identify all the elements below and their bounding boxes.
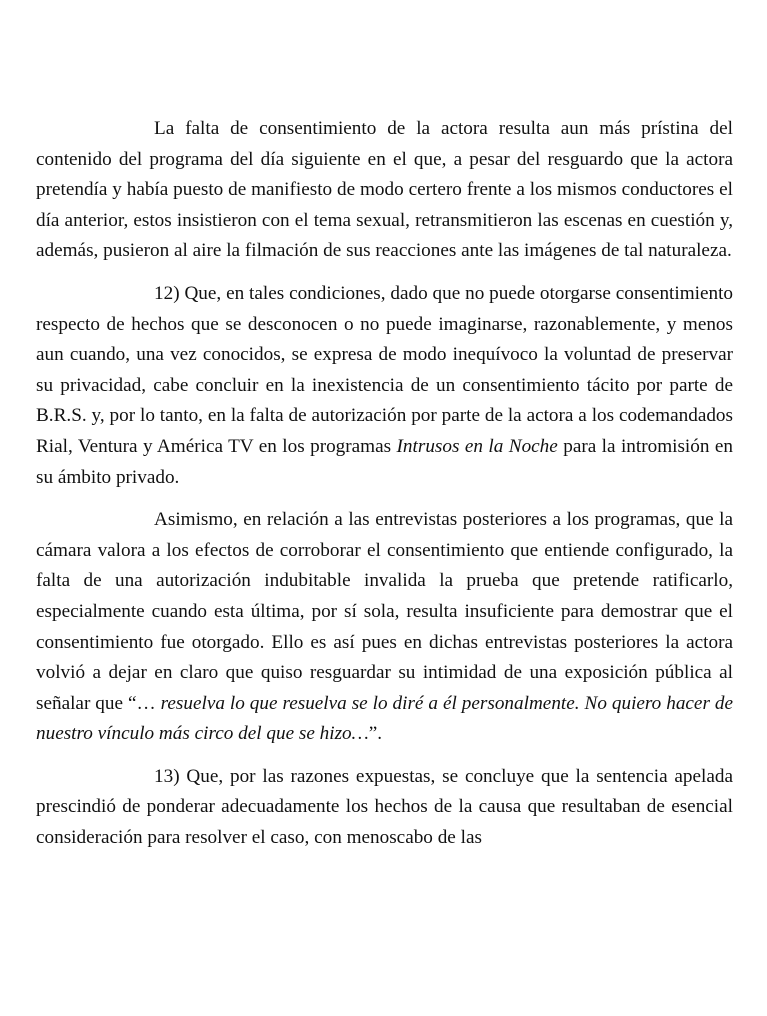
paragraph-interviews bbox=[36, 505, 733, 750]
paragraph-text: 13) Que, por las razones expuestas, se concluye que la sentencia apelada prescindió de ponderar adecuadamente los hechos de la causa que resultaban de esencial consideración para resolver el caso, con menoscabo de las bbox=[36, 765, 733, 849]
paragraph-text: 12) Que, en tales condiciones, dado que no puede otorgarse consentimiento respecto de hechos que se desconocen o no puede imaginarse, razonablemente, y menos aun cuando, una vez conocidos, se expresa de modo inequívoco la voluntad de preservar su privacidad, cabe concluir en la inexistencia de un consentimiento tácito por parte de B.R.S. y, por lo tanto, en la falta de autorización por parte de la actora a los codemandados Rial, Ventura y América TV en los programas bbox=[36, 282, 733, 457]
paragraph-consent-next-day bbox=[36, 114, 733, 267]
document-page bbox=[36, 114, 733, 854]
paragraph-12 bbox=[36, 279, 733, 493]
paragraph-text: Asimismo, en relación a las entrevistas posteriores a los programas, que la cámara valora a los efectos de corroborar el consentimiento que entiende configurado, la falta de una autorización indubitable invalida la prueba que pretende ratificarlo, especialmente cuando esta última, por sí sola, resulta insuficiente para demostrar que el consentimiento fue otorgado. Ello es así pues en dichas entrevistas posteriores la actora volvió a dejar en claro que quiso resguardar su intimidad de una exposición pública al señalar que “… bbox=[36, 509, 733, 714]
program-title: Intrusos en la Noche bbox=[396, 435, 558, 457]
paragraph-text: ”. bbox=[368, 723, 383, 745]
paragraph-text: para la intromisión en su ámbito privado. bbox=[36, 435, 733, 488]
interview-quote: resuelva lo que resuelva se lo diré a él personalmente. No quiero hacer de nuestro vínculo más circo del que se hizo… bbox=[36, 692, 733, 745]
paragraph-text: La falta de consentimiento de la actora resulta aun más prístina del contenido del programa del día siguiente en el que, a pesar del resguardo que la actora pretendía y había puesto de manifiesto de modo certero frente a los mismos conductores el día anterior, estos insistieron con el tema sexual, retransmitieron las escenas en cuestión y, además, pusieron al aire la filmación de sus reacciones ante las imágenes de tal naturaleza. bbox=[36, 118, 733, 262]
paragraph-13 bbox=[36, 762, 733, 854]
